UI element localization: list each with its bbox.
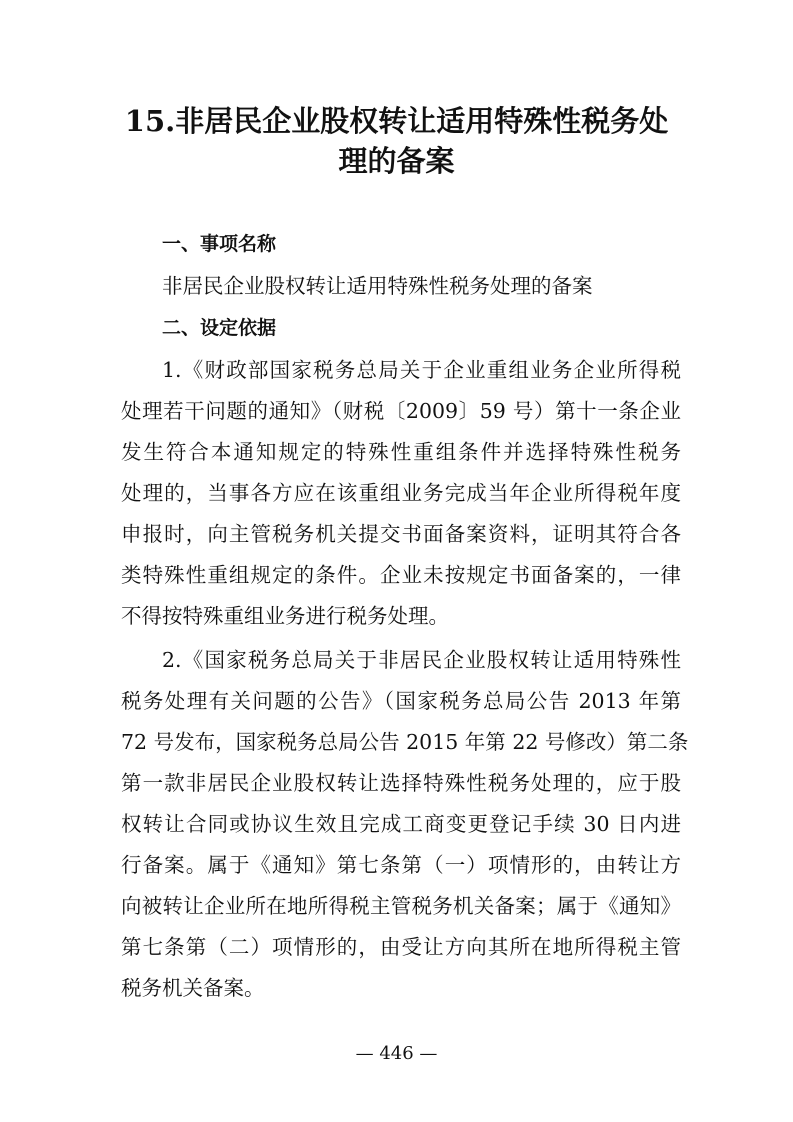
page-number: — 446 — [355, 1043, 438, 1064]
item-name-text: 非居民企业股权转让适用特殊性税务处理的备案 [162, 274, 593, 298]
basis-1-line: 不得按特殊重组业务进行税务处理。 [121, 604, 449, 628]
basis-2-line: 第一款非居民企业股权转让选择特殊性税务处理的，应于股 [121, 771, 681, 795]
basis-2-line: 第七条第（二）项情形的，由受让方向其所在地所得税主管 [121, 935, 681, 959]
section-heading-legal-basis: 二、设定依据 [162, 317, 277, 339]
basis-2-line: 向被转让企业所在地所得税主管税务机关备案；属于《通知》 [121, 894, 681, 918]
basis-2-line: 税务处理有关问题的公告》（国家税务总局公告 2013 年第 [121, 689, 681, 713]
basis-2-line: 72 号发布，国家税务总局公告 2015 年第 22 号修改）第二条 [121, 730, 689, 754]
basis-1-line: 处理若干问题的通知》（财税〔2009〕59 号）第十一条企业 [121, 399, 681, 423]
basis-2-line: 行备案。属于《通知》第七条第（一）项情形的，由转让方 [121, 853, 681, 877]
basis-1-line: 申报时，向主管税务机关提交书面备案资料，证明其符合各 [121, 522, 681, 546]
basis-1-line: 发生符合本通知规定的特殊性重组条件并选择特殊性税务 [121, 440, 681, 464]
document-title-line-2: 理的备案 [338, 144, 455, 178]
basis-2-line: 税务机关备案。 [121, 976, 265, 1000]
basis-2-line: 权转让合同或协议生效且完成工商变更登记手续 30 日内进 [121, 812, 681, 836]
basis-1-line: 处理的，当事各方应在该重组业务完成当年企业所得税年度 [121, 481, 681, 505]
document-title-line-1: 15.非居民企业股权转让适用特殊性税务处 [124, 104, 669, 138]
basis-2-line: 2.《国家税务总局关于非居民企业股权转让适用特殊性 [162, 648, 681, 672]
section-heading-item-name: 一、事项名称 [162, 233, 277, 255]
basis-1-line: 1.《财政部国家税务总局关于企业重组业务企业所得税 [162, 358, 681, 382]
basis-1-line: 类特殊性重组规定的条件。企业未按规定书面备案的，一律 [121, 563, 681, 587]
